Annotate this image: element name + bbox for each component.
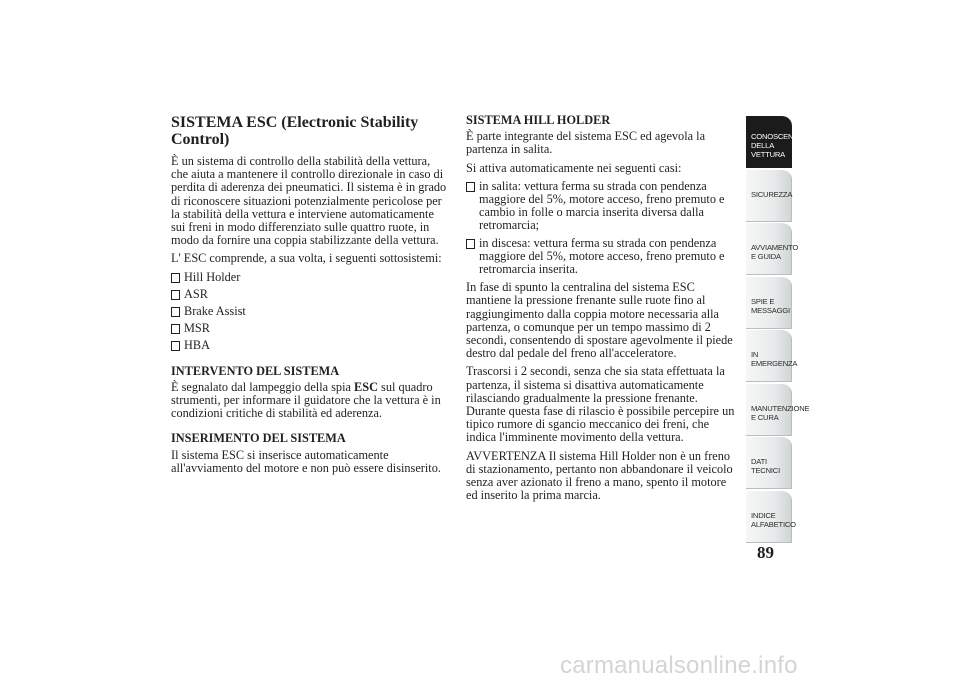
- tab-indice-alfabetico[interactable]: INDICE ALFABETICO: [746, 491, 792, 543]
- list-item: Brake Assist: [171, 305, 449, 318]
- list-item: ASR: [171, 288, 449, 301]
- checkbox-bullet-icon: [171, 290, 180, 300]
- esc-intro: È un sistema di controllo della stabilità della vettura, che aiuta a mantenere il controllo direzionale in caso di perdita di aderenza dei pneumatici. Il sistema è in grado di riconoscere situazioni potenzialmente pericolose per la stabilità della vettura e interviene automaticamente sui freni in modo differenziato sulle quattro ruote, in modo da fornire una coppia stabilizzante della vettura.: [171, 154, 447, 248]
- checkbox-bullet-icon: [171, 273, 180, 283]
- section-title-esc: SISTEMA ESC (Electronic Stability Control): [171, 114, 419, 148]
- tab-conoscenza-della-vettura[interactable]: CONOSCENZA DELLA VETTURA: [746, 116, 792, 168]
- section-title-hill-holder: SISTEMA HILL HOLDER: [466, 113, 611, 127]
- list-item: HBA: [171, 339, 449, 352]
- hill-holder-p3: In fase di spunto la centralina del sistema ESC mantiene la pressione frenante sulle ruote fino al raggiungimento dalla coppia motore necessaria alla partenza, o comunque per un tempo massimo di 2 secondi, consentendo di spostare agevolmente il piede destro dal pedale del freno all'acceleratore.: [466, 280, 733, 361]
- intervention-text: È segnalato dal lampeggio della spia ESC sul quadro strumenti, per informare il guidatore che la vettura è in condizioni critiche di stabilità ed aderenza.: [171, 379, 441, 421]
- checkbox-bullet-icon: [466, 239, 475, 249]
- page-number: 89: [757, 543, 774, 562]
- insertion-heading: INSERIMENTO DEL SISTEMA: [171, 431, 346, 446]
- list-item: MSR: [171, 322, 449, 335]
- hill-holder-p2: Si attiva automaticamente nei seguenti casi:: [466, 160, 682, 175]
- checkbox-bullet-icon: [171, 307, 180, 317]
- left-column: [171, 114, 449, 480]
- list-item: in discesa: vettura ferma su strada con pendenza maggiore del 5%, motore acceso, freno premuto e retromarcia inserita.: [466, 237, 740, 277]
- list-item: Hill Holder: [171, 271, 449, 284]
- tab-in-emergenza[interactable]: IN EMERGENZA: [746, 330, 792, 382]
- checkbox-bullet-icon: [171, 341, 180, 351]
- watermark: carmanualsonline.info: [560, 652, 798, 679]
- esc-label: ESC: [354, 379, 378, 394]
- tab-dati-tecnici[interactable]: DATI TECNICI: [746, 437, 792, 489]
- subsystems-list: [171, 271, 449, 353]
- checkbox-bullet-icon: [171, 324, 180, 334]
- list-item: in salita: vettura ferma su strada con pendenza maggiore del 5%, motore acceso, freno premuto e cambio in folle o marcia inserita diversa dalla retromarcia;: [466, 180, 740, 233]
- chapter-index-sidebar: [746, 116, 810, 544]
- tab-avviamento-e-guida[interactable]: AVVIAMENTO E GUIDA: [746, 223, 792, 275]
- checkbox-bullet-icon: [466, 182, 475, 192]
- tab-spie-e-messaggi[interactable]: SPIE E MESSAGGI: [746, 277, 792, 329]
- tab-sicurezza[interactable]: SICUREZZA: [746, 170, 792, 222]
- subsystems-intro: L' ESC comprende, a sua volta, i seguenti sottosistemi:: [171, 251, 442, 266]
- hill-holder-p1: È parte integrante del sistema ESC ed agevola la partenza in salita.: [466, 129, 706, 157]
- insertion-text: Il sistema ESC si inserisce automaticamente all'avviamento del motore e non può essere disinserito.: [171, 447, 441, 475]
- activation-cases-list: [466, 180, 740, 276]
- hill-holder-p4: Trascorsi i 2 secondi, senza che sia stata effettuata la partenza, il sistema si disattiva automaticamente rilasciando gradualmente la pressione frenante. Durante questa fase di rilascio è possibile percepire un tipico rumore di sgancio meccanico dei freni, che indica l'imminente movimento della vettura.: [466, 364, 735, 445]
- intervention-heading: INTERVENTO DEL SISTEMA: [171, 363, 340, 378]
- hill-holder-warning: AVVERTENZA Il sistema Hill Holder non è un freno di stazionamento, pertanto non abbandonare il veicolo senza aver azionato il freno a mano, spento il motore ed inserito la prima marcia.: [466, 448, 733, 503]
- right-column: [466, 114, 740, 507]
- tab-manutenzione-e-cura[interactable]: MANUTENZIONE E CURA: [746, 384, 792, 436]
